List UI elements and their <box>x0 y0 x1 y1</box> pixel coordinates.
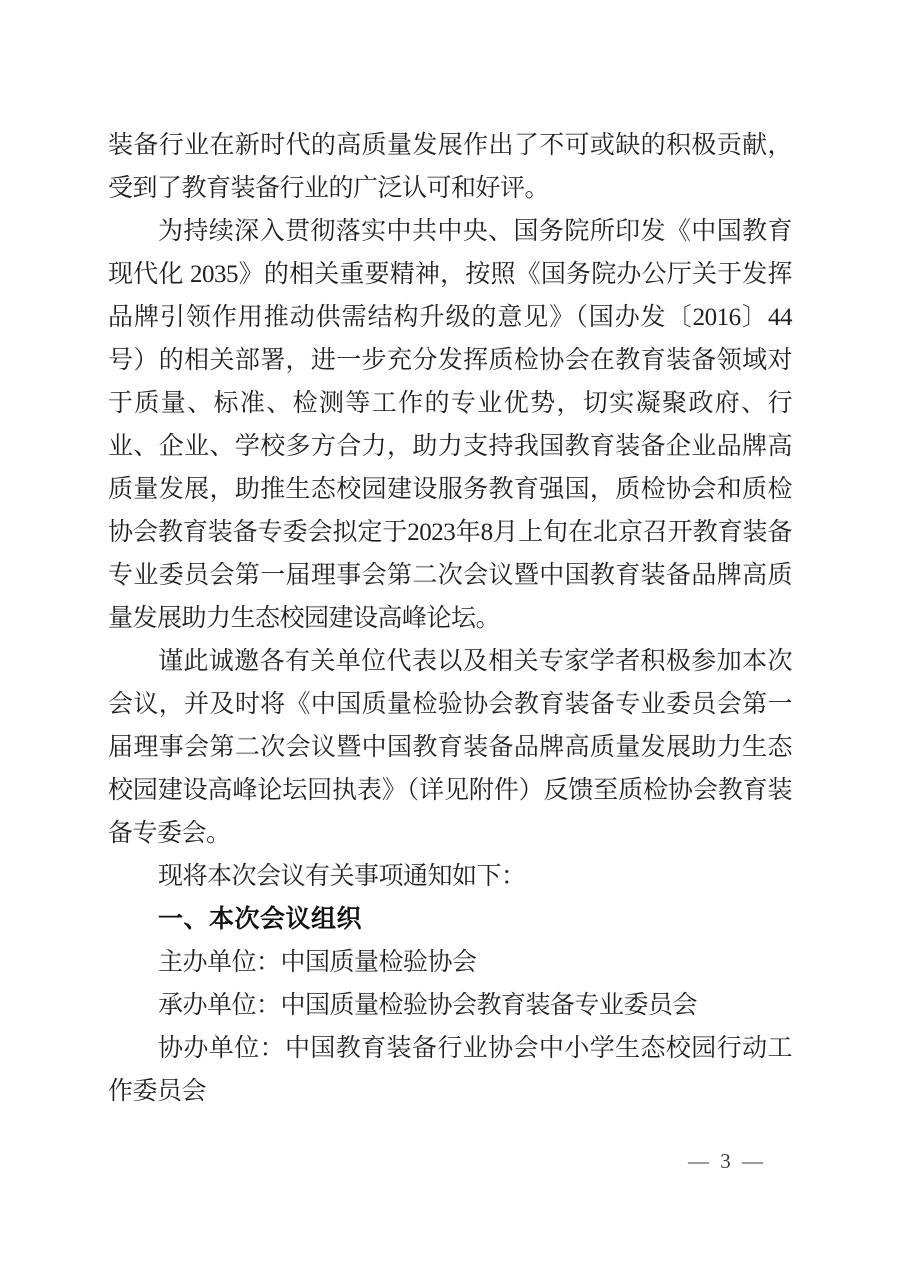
section-heading: 一、本次会议组织 <box>158 905 363 933</box>
paragraph: 现将本次会议有关事项通知如下： <box>158 863 526 890</box>
paragraph: 协办单位：中国教育装备行业协会中小学生态校园行动工作委员会 <box>108 1035 792 1105</box>
paragraph: 主办单位：中国质量检验协会 <box>158 949 477 976</box>
paragraph: 装备行业在新时代的高质量发展作出了不可或缺的积极贡献，受到了教育装备行业的广泛认可和好评。 <box>108 132 792 202</box>
document-body <box>108 124 792 1113</box>
paragraph: 谨此诚邀各有关单位代表以及相关专家学者积极参加本次会议，并及时将《中国质量检验协会教育装备专业委员会第一届理事会第二次会议暨中国教育装备品牌高质量发展助力生态校园建设高峰论坛回执表》（详见附件）反馈至质检协会教育装备专委会。 <box>108 648 792 847</box>
paragraph-list <box>108 124 792 1113</box>
paragraph: 承办单位：中国质量检验协会教育装备专业委员会 <box>158 992 698 1019</box>
paragraph: 为持续深入贯彻落实中共中央、国务院所印发《中国教育现代化 2035》的相关重要精神，按照《国务院办公厅关于发挥品牌引领作用推动供需结构升级的意见》（国办发〔2016〕44 号）的相关部署，进一步充分发挥质检协会在教育装备领域对于质量、标准、检测等工作的专业优势，切实凝聚政府、行业、企业、学校多方合力，助力支持我国教育装备企业品牌高质量发展，助推生态校园建设服务教育强国，质检协会和质检协会教育装备专委会拟定于2023年8月上旬在北京召开教育装备专业委员会第一届理事会第二次会议暨中国教育装备品牌高质量发展助力生态校园建设高峰论坛。 <box>108 218 792 632</box>
page-number: — 3 — <box>688 1149 766 1173</box>
